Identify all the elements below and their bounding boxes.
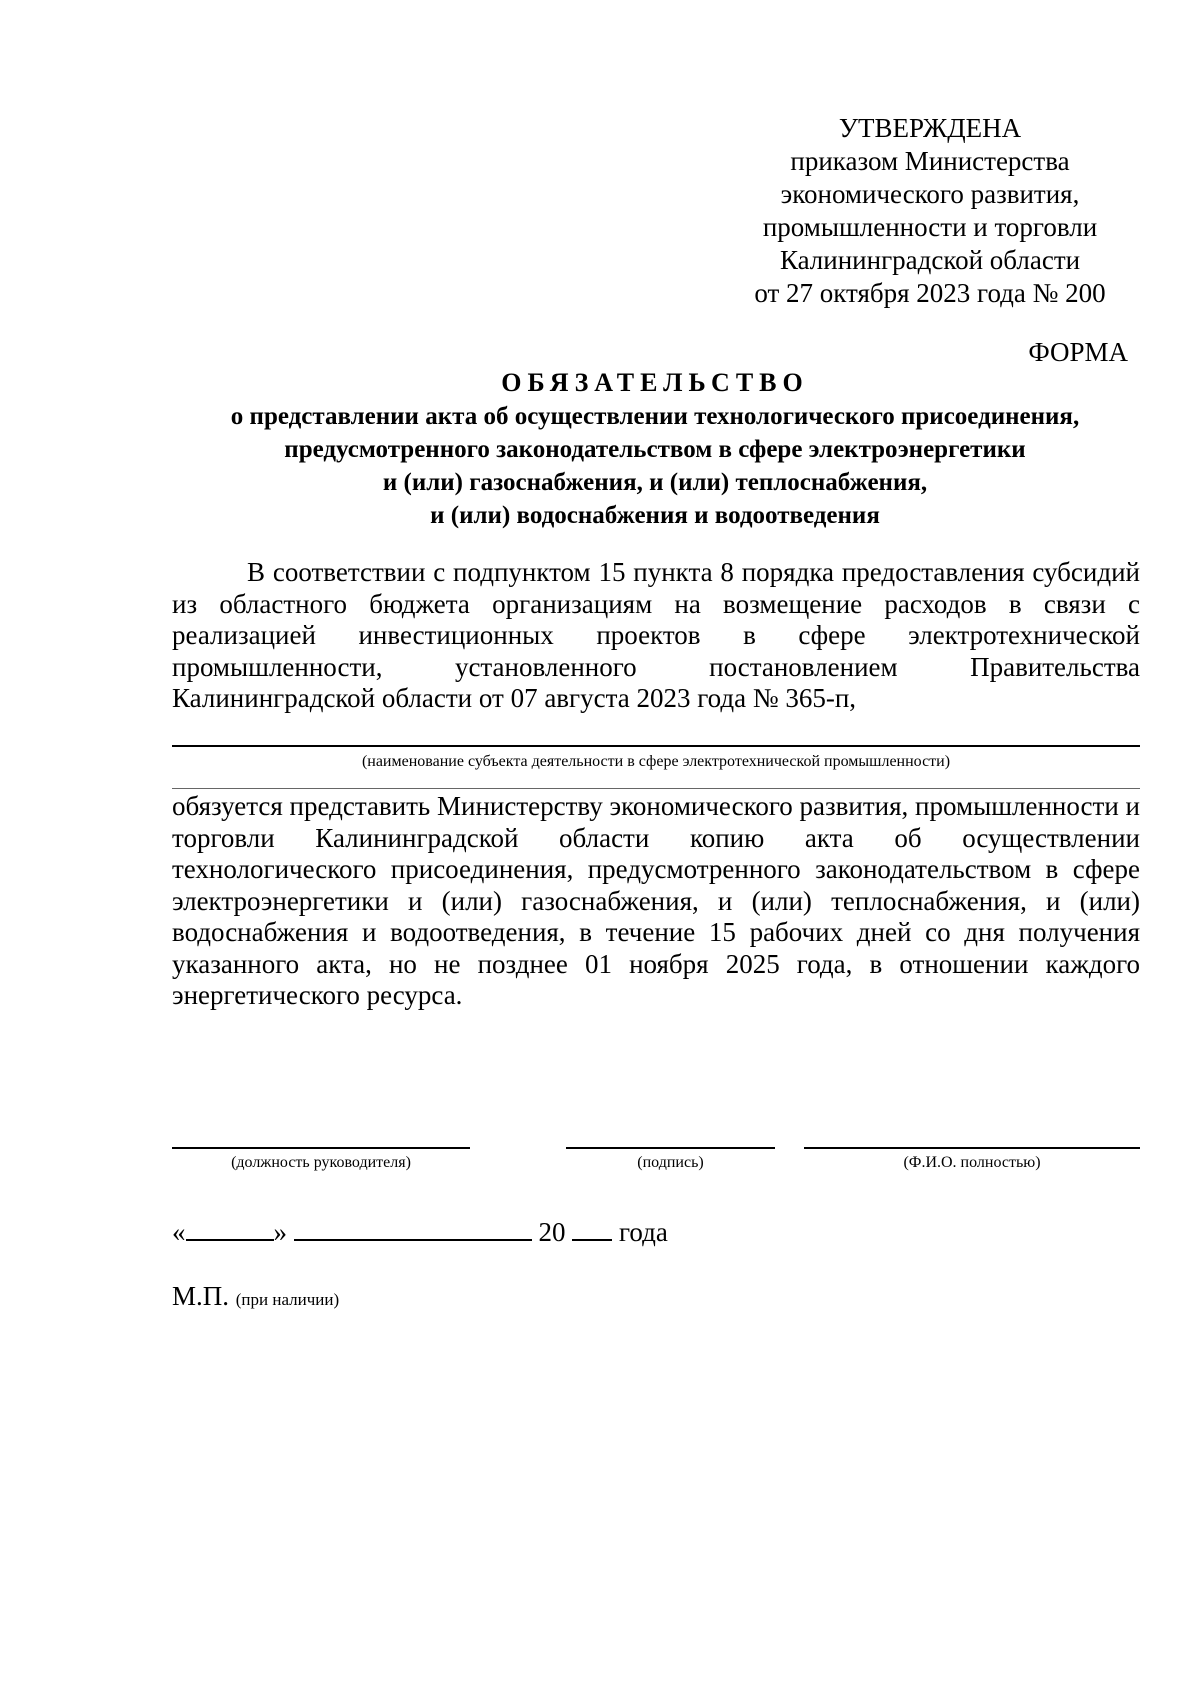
approval-line: приказом Министерства: [790, 146, 1070, 176]
approval-line: от 27 октября 2023 года № 200: [754, 278, 1106, 308]
approval-line: УТВЕРЖДЕНА: [838, 113, 1022, 143]
century-text: 20: [538, 1217, 566, 1247]
document-title: ОБЯЗАТЕЛЬСТВО: [501, 368, 809, 397]
document-subtitle: [130, 400, 1180, 532]
stamp-label: М.П.: [172, 1281, 230, 1311]
day-field[interactable]: [186, 1213, 274, 1241]
obligation-paragraph: обязуется представить Министерству экономического развития, промышленности и торговли Калининградской области копию акта об осуществлении технологического присоединения, предусмотренного законодательством в сфере электроэнергетики и (или) газоснабжения, и (или) теплоснабжения, и (или) водоснабжения и водоотведения, в течение 15 рабочих дней со дня получения указанного акта, но не позднее 01 ноября 2025 года, в отношении каждого энергетического ресурса.: [172, 791, 1140, 1010]
subtitle-line: о представлении акта об осуществлении технологического присоединения,: [230, 403, 1080, 430]
form-label: ФОРМА: [1028, 337, 1128, 367]
approval-line: экономического развития,: [780, 179, 1080, 209]
full-name-caption: (Ф.И.О. полностью): [903, 1154, 1041, 1171]
signature-caption: (подпись): [637, 1154, 704, 1171]
close-quote: »: [273, 1217, 287, 1247]
stamp-place: [172, 1280, 339, 1316]
intro-paragraph: В соответствии с подпунктом 15 пункта 8 порядка предоставления субсидий из областного бюджета организациям на возмещение расходов в связи с реализацией инвестиционных проектов в сфере электротехнической промышленности, установленного постановлением Правительства Калининградской области от 07 августа 2023 года № 365-п,: [172, 557, 1140, 713]
entity-name-caption: (наименование субъекта деятельности в сфере электротехнической промышленности): [361, 753, 951, 770]
approval-block: [720, 112, 1140, 310]
year-field[interactable]: [572, 1213, 612, 1241]
entity-name-line[interactable]: [172, 745, 1140, 747]
position-line[interactable]: [172, 1147, 470, 1149]
open-quote: «: [172, 1217, 186, 1247]
month-field[interactable]: [294, 1213, 532, 1241]
entity-name-extra-line: [172, 788, 1140, 789]
subtitle-line: предусмотренного законодательством в сфере электроэнергетики: [284, 436, 1026, 463]
subtitle-line: и (или) водоснабжения и водоотведения: [430, 502, 880, 529]
signature-line[interactable]: [566, 1147, 775, 1149]
year-word: года: [619, 1217, 668, 1247]
subtitle-line: и (или) газоснабжения, и (или) теплоснабжения,: [382, 469, 928, 496]
approval-line: промышленности и торговли: [762, 212, 1098, 242]
approval-line: Калининградской области: [779, 245, 1081, 275]
date-line: [172, 1213, 668, 1249]
position-caption: (должность руководителя): [231, 1154, 411, 1171]
stamp-note: (при наличии): [235, 1290, 340, 1309]
full-name-line[interactable]: [804, 1147, 1140, 1149]
